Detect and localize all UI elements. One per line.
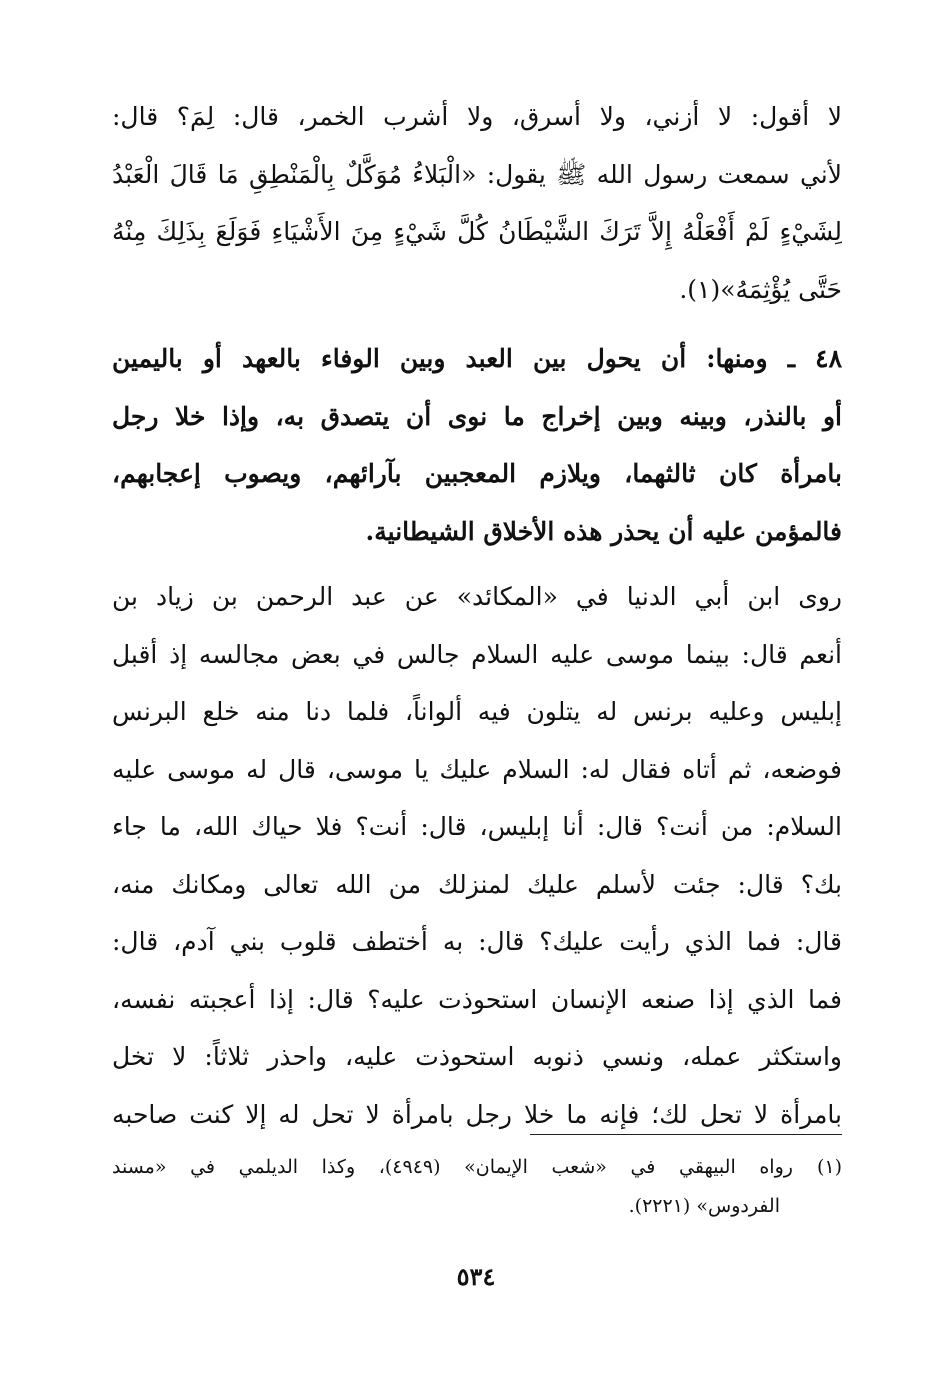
page-body [112,88,842,1143]
text-line: لِشَيْءٍ لَمْ أَفْعَلْهُ إِلاَّ تَرَكَ الشَّيْطَانُ كُلَّ شَيْءٍ مِنَ الأَشْيَاءِ فَوَلَعَ بِذَلِكَ مِنْهُ [112,217,842,246]
footnotes [112,1148,842,1226]
text-line: أنعم قال: بينما موسى عليه السلام جالس في بعض مجالسه إذ أقبل [112,639,842,669]
text-line: بامرأة كان ثالثهما، ويلازم المعجبين بآرائهم، ويصوب إعجابهم، [112,459,842,488]
text-line: لأني سمعت رسول الله ﷺ يقول: «الْبَلاءُ مُوَكَّلٌ بِالْمَنْطِقِ مَا قَالَ الْعَبْدُ [112,159,842,189]
text-line: روى ابن أبي الدنيا في «المكائد» عن عبد الرحمن بن زياد بن [112,582,842,611]
paragraph-item-48 [112,330,842,560]
text-line: السلام: من أنت؟ قال: أنا إبليس، قال: أنت؟ فلا حياك الله، ما جاء [112,812,842,841]
footnote-separator [530,1134,842,1135]
footnote-number: (١) [816,1156,842,1178]
text-line: أو بالنذر، وبينه وبين إخراج ما نوى أن يتصدق به، وإذا خلا رجل [112,401,842,431]
text-line: بك؟ قال: جئت لأسلم عليك لمنزلك من الله تعالى ومكانك منه، [112,869,842,899]
page-number: ٥٣٤ [456,1262,496,1291]
footnote-line [112,1148,842,1187]
text-line: فوضعه، ثم أتاه فقال له: السلام عليك يا موسى، قال له موسى عليه [112,754,842,784]
text-line: فما الذي إذا صنعه الإنسان استحوذت عليه؟ قال: إذا أعجبته نفسه، [112,984,842,1014]
text-line: إبليس وعليه برنس له يتلون فيه ألواناً، فلما دنا منه خلع البرنس [112,697,842,726]
text-line: ٤٨ ـ ومنها: أن يحول بين العبد وبين الوفاء بالعهد أو باليمين [112,344,842,373]
text-line: واستكثر عمله، ونسي ذنوبه استحوذت عليه، واحذر ثلاثاً: لا تخل [112,1042,842,1071]
text-line: قال: فما الذي رأيت عليك؟ قال: به أختطف قلوب بني آدم، قال: [112,927,842,956]
text-line: بامرأة لا تحل لك؛ فإنه ما خلا رجل بامرأة لا تحل له إلا كنت صاحبه [112,1099,842,1129]
footnote-text: رواه البيهقي في «شعب الإيمان» (٤٩٤٩)، وكذا الديلمي في «مسند [112,1156,793,1178]
text-line: لا أقول: لا أزني، ولا أسرق، ولا أشرب الخمر، قال: لِمَ؟ قال: [112,102,842,131]
text-line: فالمؤمن عليه أن يحذر هذه الأخلاق الشيطانية. [365,516,842,546]
paragraph-hadith [112,88,842,318]
paragraph-narration [112,568,842,1143]
text-line: حَتَّى يُؤْثِمَهُ»(١). [679,274,842,304]
footnote-line: الفردوس» (٢٢٢١). [628,1195,780,1217]
